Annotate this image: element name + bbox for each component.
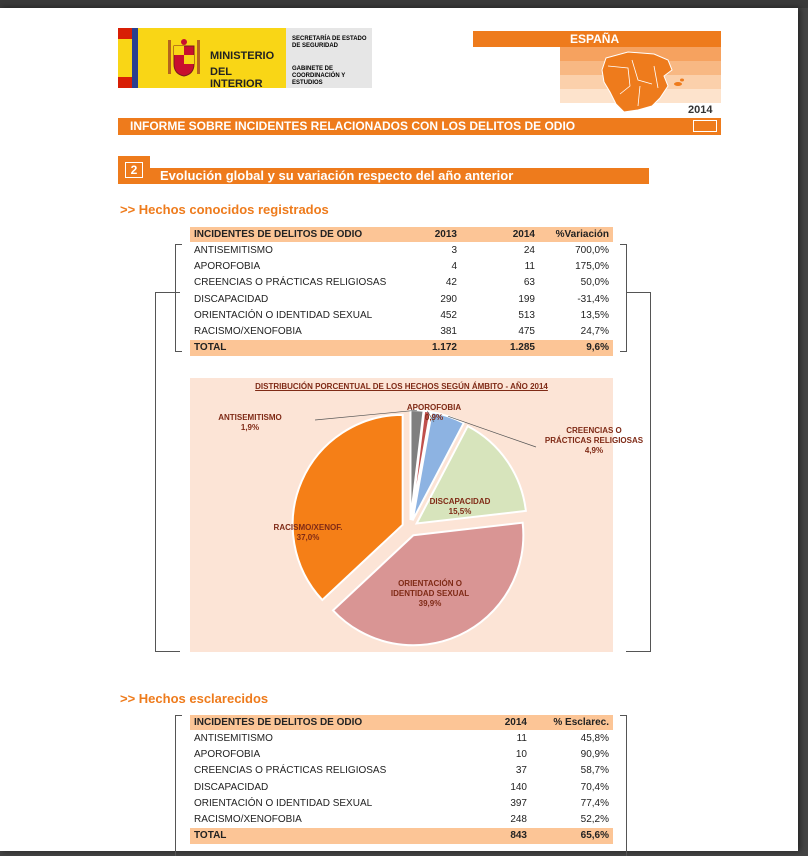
cell: CREENCIAS O PRÁCTICAS RELIGIOSAS (194, 765, 387, 777)
report-title-bar (118, 118, 721, 135)
cell: 10 (515, 748, 527, 760)
table-total-row (190, 828, 613, 844)
cell: 3 (451, 244, 457, 256)
table-row (190, 258, 613, 274)
cell: 11 (524, 260, 535, 272)
cell: 248 (510, 814, 527, 826)
cell: 843 (458, 828, 531, 844)
cell: 24 (523, 244, 535, 256)
bracket-right-table2 (620, 715, 627, 856)
pie-label: 1,9% (240, 423, 260, 432)
section-number: 2 (125, 162, 143, 178)
cell: DISCAPACIDAD (194, 781, 269, 793)
gabinete-label: GABINETE DE COORDINACIÓN Y ESTUDIOS (292, 66, 346, 86)
report-year: 2014 (688, 104, 713, 116)
table-row (190, 763, 613, 779)
cell: 11 (516, 732, 527, 744)
table-row (190, 307, 613, 323)
region-label: ESPAÑA (570, 32, 620, 46)
document-page (0, 8, 798, 851)
cell: 63 (523, 277, 535, 289)
table2-heading: >> Hechos esclarecidos (120, 691, 269, 706)
col-header: %Variación (539, 227, 613, 242)
secretaria-label: SECRETARÍA DE ESTADO DE SEGURIDAD (292, 36, 367, 49)
col-header: 2013 (398, 227, 461, 242)
cell: 175,0% (575, 260, 609, 272)
cell: 45,8% (580, 732, 609, 744)
bracket-left-table2 (175, 715, 182, 856)
ministry-logo (118, 28, 372, 88)
cell: 65,6% (531, 828, 613, 844)
col-header: % Esclarec. (531, 715, 613, 730)
pie-label: DISCAPACIDAD (429, 497, 491, 506)
cell: ANTISEMITISMO (194, 244, 273, 256)
pie-chart (190, 378, 644, 652)
table-row (190, 291, 613, 307)
cell: 381 (440, 326, 457, 338)
cell: TOTAL (190, 828, 458, 844)
ministry-name-line1: MINISTERIO (210, 50, 275, 62)
pie-label: APOROFOBIA (406, 403, 462, 412)
cell: APOROFOBIA (194, 748, 261, 760)
cell: 4 (451, 260, 457, 272)
cell: 397 (510, 797, 527, 809)
pie-label: CREENCIAS O (566, 426, 622, 435)
cell: 1.172 (398, 340, 461, 356)
title-decor-box (693, 120, 717, 132)
pie-label: 39,9% (418, 599, 442, 608)
pie-label: ORIENTACIÓN O (398, 579, 462, 588)
pie-label: ANTISEMITISMO (218, 413, 282, 422)
table-header-row (190, 227, 613, 242)
cell: 24,7% (580, 326, 609, 338)
ministry-panel (138, 28, 286, 88)
table-row (190, 795, 613, 811)
cell: 52,2% (580, 814, 609, 826)
cell: DISCAPACIDAD (194, 293, 269, 305)
coat-of-arms-icon (164, 38, 204, 82)
chart-title: DISTRIBUCIÓN PORCENTUAL DE LOS HECHOS SEGÚN ÁMBITO - AÑO 2014 (255, 382, 548, 391)
report-title: INFORME SOBRE INCIDENTES RELACIONADOS CON LOS DELITOS DE ODIO (130, 119, 576, 133)
pie-label: 0,9% (424, 413, 444, 422)
table-hechos-registrados (190, 227, 613, 356)
pie-label: PRÁCTICAS RELIGIOSAS (544, 436, 644, 445)
table-row (190, 779, 613, 795)
table1-heading: >> Hechos conocidos registrados (120, 202, 329, 217)
table-row (190, 323, 613, 339)
spain-flag-stripe (118, 28, 132, 88)
viewer-top-edge (0, 0, 808, 8)
cell: 90,9% (580, 748, 609, 760)
bracket-right-outer (626, 292, 651, 652)
pie-label: 37,0% (296, 533, 320, 542)
col-header: 2014 (461, 227, 539, 242)
section-title: Evolución global y su variación respecto del año anterior (160, 168, 514, 183)
cell: -31,4% (577, 293, 609, 305)
cell: 50,0% (580, 277, 609, 289)
secretaria-panel (286, 28, 372, 88)
cell: 452 (440, 309, 457, 321)
cell: CREENCIAS O PRÁCTICAS RELIGIOSAS (194, 277, 387, 289)
cell: RACISMO/XENOFOBIA (194, 326, 302, 338)
cell: TOTAL (190, 340, 398, 356)
cell: 700,0% (575, 244, 609, 256)
cell: 9,6% (539, 340, 613, 356)
section-title-bar (150, 168, 649, 184)
cell: 13,5% (580, 309, 609, 321)
pie-label: IDENTIDAD SEXUAL (390, 589, 470, 598)
cell: ANTISEMITISMO (194, 732, 273, 744)
cell: 42 (445, 277, 457, 289)
cell: 70,4% (580, 781, 609, 793)
pie-chart-panel (190, 378, 644, 652)
cell: 58,7% (580, 765, 609, 777)
cell: RACISMO/XENOFOBIA (194, 814, 302, 826)
table-row (190, 811, 613, 827)
cell: 199 (518, 293, 535, 305)
table-row (190, 275, 613, 291)
table-total-row (190, 340, 613, 356)
table-header-row (190, 715, 613, 730)
ministry-name-line2: DEL INTERIOR (210, 66, 263, 90)
pie-label: 15,5% (448, 507, 472, 516)
table-row (190, 746, 613, 762)
table-hechos-esclarecidos (190, 715, 613, 844)
pie-label: RACISMO/XENOF. (273, 523, 343, 532)
cell: ORIENTACIÓN O IDENTIDAD SEXUAL (194, 309, 373, 321)
cell: ORIENTACIÓN O IDENTIDAD SEXUAL (194, 797, 373, 809)
cell: 140 (510, 781, 527, 793)
pie-label: 4,9% (584, 446, 604, 455)
cell: APOROFOBIA (194, 260, 261, 272)
col-header: INCIDENTES DE DELITOS DE ODIO (190, 227, 398, 242)
table-row (190, 730, 613, 746)
col-header: 2014 (458, 715, 531, 730)
cell: 77,4% (580, 797, 609, 809)
col-header: INCIDENTES DE DELITOS DE ODIO (190, 715, 458, 730)
table-row (190, 242, 613, 258)
bracket-left-outer (155, 292, 180, 652)
cell: 1.285 (461, 340, 539, 356)
cell: 475 (518, 326, 535, 338)
cell: 37 (515, 765, 527, 777)
section-number-box (118, 156, 150, 184)
cell: 290 (440, 293, 457, 305)
cell: 513 (518, 309, 535, 321)
